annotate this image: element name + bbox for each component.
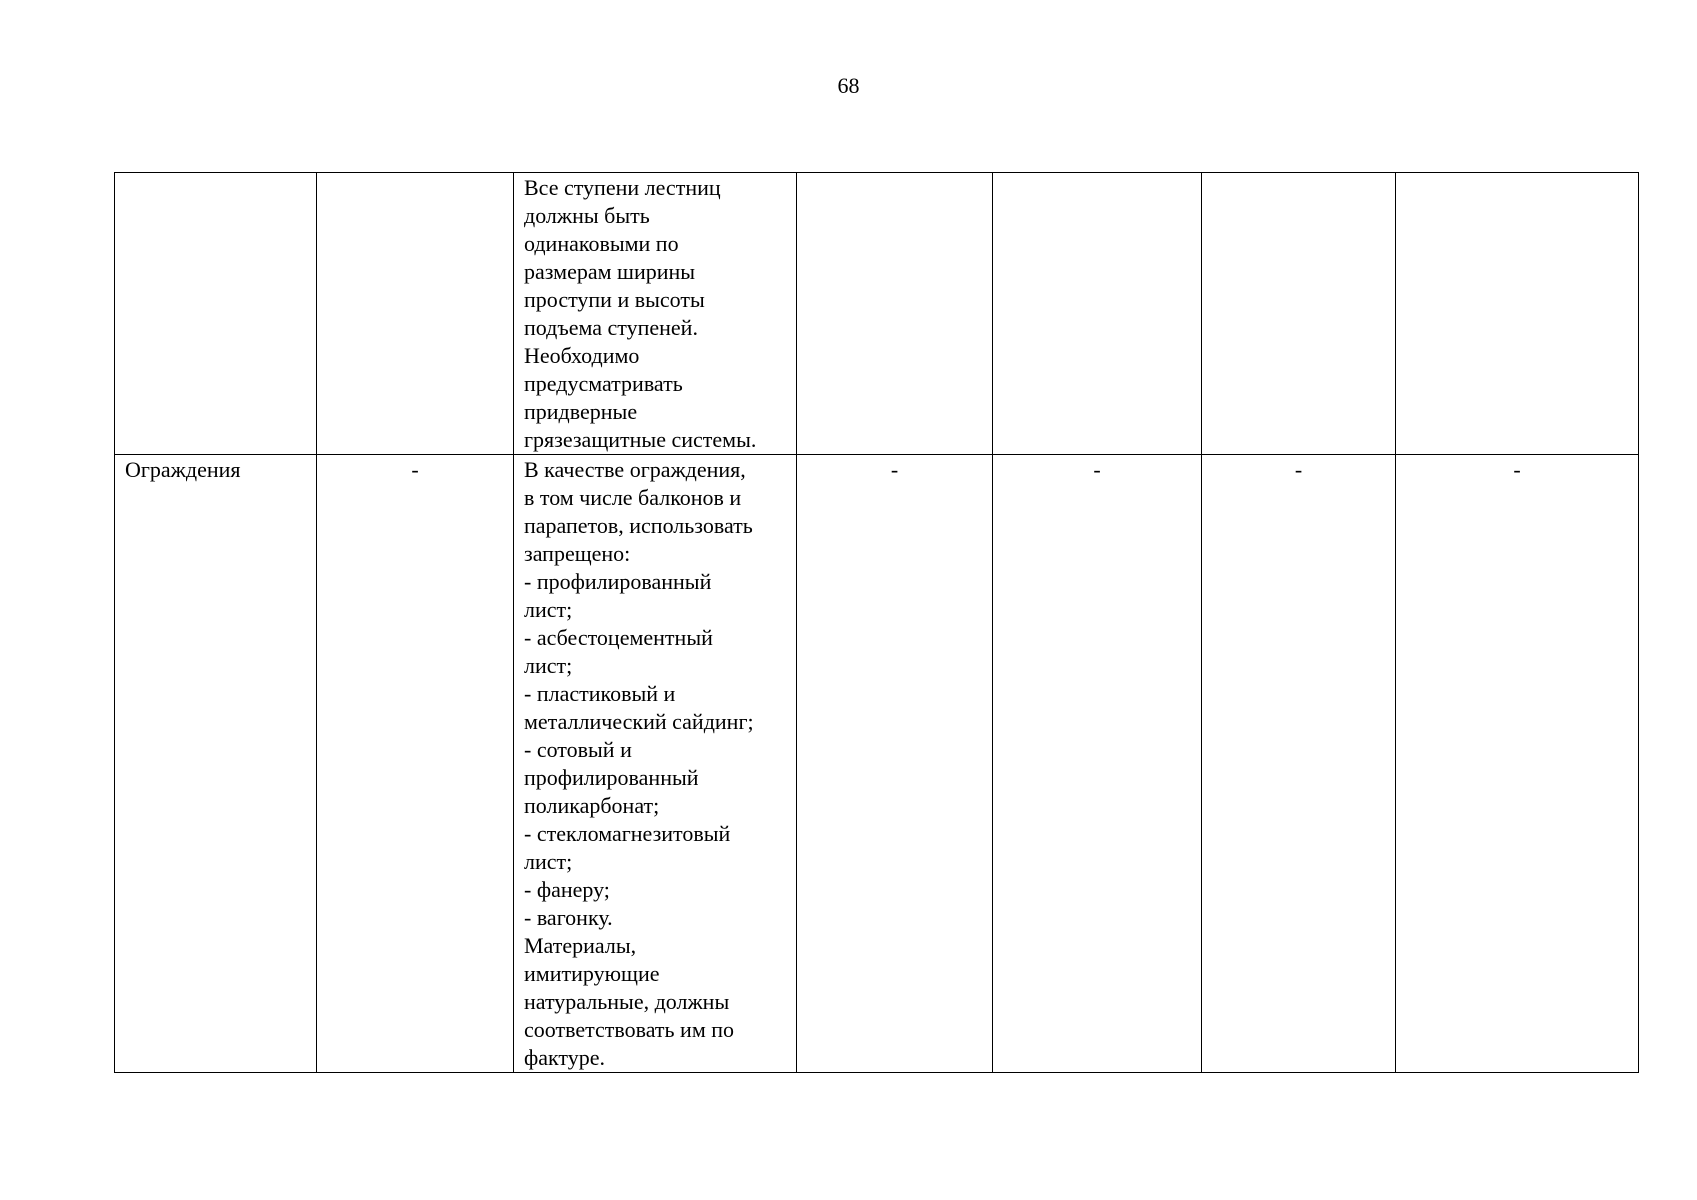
text-line: запрещено: [524, 541, 631, 566]
row1-requirement-cell [514, 173, 797, 455]
text-line: лист; [524, 849, 573, 874]
requirements-table [114, 172, 1639, 1073]
row1-col2-cell [317, 173, 514, 455]
text-line: фактуре. [524, 1045, 606, 1070]
page-number: 68 [837, 73, 860, 98]
text-line: поликарбонат; [524, 793, 660, 818]
text-line: придверные [524, 399, 638, 424]
row1-col6-cell [1202, 173, 1396, 455]
text-line: - асбестоцементный [524, 625, 713, 650]
text-line: натуральные, должны [524, 989, 730, 1014]
text-line: лист; [524, 653, 573, 678]
text-line: имитирующие [524, 961, 660, 986]
text-line: - сотовый и [524, 737, 632, 762]
text-line: проступи и высоты [524, 287, 705, 312]
text-line: грязезащитные системы. [524, 427, 757, 452]
row1-element-cell [115, 173, 317, 455]
row2-col2-cell: - [317, 455, 514, 1073]
text-line: - стекломагнезитовый [524, 821, 731, 846]
row1-col5-cell [993, 173, 1202, 455]
text-line: профилированный [524, 765, 699, 790]
row2-requirement-cell [514, 455, 797, 1073]
row1-col4-cell [797, 173, 993, 455]
table-row [115, 173, 1639, 455]
row2-col4-cell: - [797, 455, 993, 1073]
text-line: должны быть [524, 203, 650, 228]
text-line: предусматривать [524, 371, 683, 396]
row2-element-cell: Ограждения [115, 455, 317, 1073]
row1-col7-cell [1396, 173, 1639, 455]
text-line: Все ступени лестниц [524, 175, 721, 200]
row2-col7-cell: - [1396, 455, 1639, 1073]
row2-col6-cell: - [1202, 455, 1396, 1073]
row2-col5-cell: - [993, 455, 1202, 1073]
text-line: - вагонку. [524, 905, 613, 930]
text-line: Материалы, [524, 933, 637, 958]
table-row [115, 455, 1639, 1073]
text-line: лист; [524, 597, 573, 622]
text-line: металлический сайдинг; [524, 709, 754, 734]
text-line: Необходимо [524, 343, 640, 368]
text-line: в том числе балконов и [524, 485, 742, 510]
text-line: одинаковыми по [524, 231, 679, 256]
text-line: подъема ступеней. [524, 315, 698, 340]
text-line: - пластиковый и [524, 681, 676, 706]
text-line: парапетов, использовать [524, 513, 753, 538]
text-line: размерам ширины [524, 259, 696, 284]
text-line: В качестве ограждения, [524, 457, 746, 482]
text-line: соответствовать им по [524, 1017, 735, 1042]
text-line: - фанеру; [524, 877, 610, 902]
text-line: - профилированный [524, 569, 712, 594]
